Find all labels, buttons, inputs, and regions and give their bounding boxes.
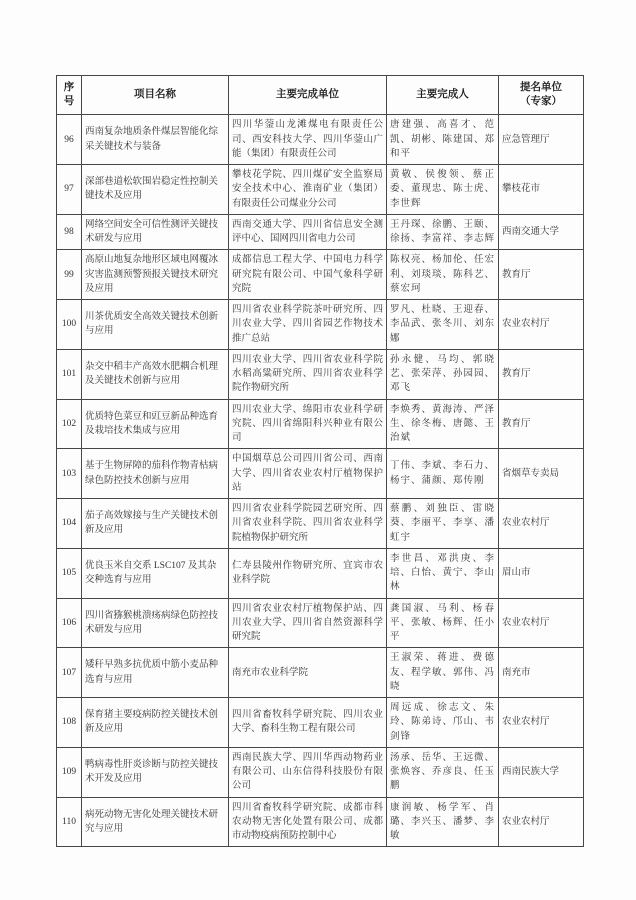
- project-name-cell: 优质特色菜豆和豇豆新品种选育及栽培技术集成与应用: [82, 399, 229, 449]
- col-header-nominator-line1: 提名单位: [520, 82, 562, 93]
- nominating-unit-cell: 教育厅: [499, 349, 584, 399]
- project-name-cell: 病死动物无害化处理关键技术研究与应用: [82, 797, 229, 847]
- completing-units-cell: 四川省农业农村厅植物保护站、四川农业大学、四川省自然资源科学研究院: [229, 598, 387, 648]
- completing-people-cell: 黄敬、侯俊领、蔡正委、董现忠、陈士虎、李世辉: [387, 165, 499, 215]
- row-index-cell: 96: [57, 115, 82, 165]
- table-row: [57, 499, 584, 549]
- row-index-cell: 105: [57, 548, 82, 598]
- completing-units-cell: 四川省农业科学院茶叶研究所、四川农业大学、四川省园艺作物技术推广总站: [229, 300, 387, 350]
- project-name-cell: 西南复杂地质条件煤层智能化综采关键技术与装备: [82, 115, 229, 165]
- nominating-unit-cell: 眉山市: [499, 548, 584, 598]
- completing-units-cell: 四川农业大学、四川省农业科学院水稻高粱研究所、四川省农业科学院作物研究所: [229, 349, 387, 399]
- project-name-cell: 矮秆早熟多抗优质中筋小麦品种选育与应用: [82, 648, 229, 698]
- table-row: [57, 548, 584, 598]
- nominating-unit-cell: 教育厅: [499, 250, 584, 300]
- nominating-unit-cell: 农业农村厅: [499, 300, 584, 350]
- nominating-unit-cell: 南充市: [499, 648, 584, 698]
- completing-units-cell: 四川省农业科学院园艺研究所、四川省农业科学院、四川省农业科学院植物保护研究所: [229, 499, 387, 549]
- row-index-cell: 106: [57, 598, 82, 648]
- header-row: [57, 76, 584, 115]
- project-name-cell: 优良玉米自交系 LSC107 及其杂交种选育与应用: [82, 548, 229, 598]
- completing-people-cell: 罗凡、杜晓、王迎春、李品武、张冬川、刘东娜: [387, 300, 499, 350]
- completing-units-cell: 四川省畜牧科学研究院、成都市科农动物无害化处置有限公司、成都市动物疫病预防控制中心: [229, 797, 387, 847]
- col-header-project: 项目名称: [82, 76, 229, 115]
- completing-people-cell: 唐建强、高喜才、范凯、胡彬、陈建国、郑和平: [387, 115, 499, 165]
- completing-units-cell: 成都信息工程大学、中国电力科学研究院有限公司、中国气象科学研究院: [229, 250, 387, 300]
- row-index-cell: 100: [57, 300, 82, 350]
- col-header-nominator: [499, 76, 584, 115]
- nominating-unit-cell: 攀枝花市: [499, 165, 584, 215]
- col-header-index: 序号: [57, 76, 82, 115]
- row-index-cell: 107: [57, 648, 82, 698]
- row-index-cell: 108: [57, 698, 82, 748]
- nominating-unit-cell: 西南民族大学: [499, 747, 584, 797]
- completing-people-cell: 周远成、徐志文、朱玲、陈弟诗、邝山、韦剑锋: [387, 698, 499, 748]
- row-index-cell: 97: [57, 165, 82, 215]
- table-row: [57, 214, 584, 250]
- completing-units-cell: 四川省畜牧科学研究院、四川农业大学、畜科生物工程有限公司: [229, 698, 387, 748]
- completing-people-cell: 王淑荣、蒋进、费德友、程学敏、郭伟、冯晓: [387, 648, 499, 698]
- table-row: [57, 250, 584, 300]
- nominating-unit-cell: 农业农村厅: [499, 698, 584, 748]
- awards-table: [56, 75, 584, 847]
- completing-units-cell: 仁寿县陵州作物研究所、宜宾市农业科学院: [229, 548, 387, 598]
- completing-people-cell: 蔡鹏、刘独臣、雷晓葵、李丽平、李享、潘虹宇: [387, 499, 499, 549]
- project-name-cell: 四川省猕猴桃溃疡病绿色防控技术研发与应用: [82, 598, 229, 648]
- completing-units-cell: 南充市农业科学院: [229, 648, 387, 698]
- completing-units-cell: 中国烟草总公司四川省公司、西南大学、四川省农业农村厅植物保护站: [229, 449, 387, 499]
- project-name-cell: 茄子高效嫁接与生产关键技术创新及应用: [82, 499, 229, 549]
- completing-people-cell: 李焕秀、黄海涛、严泽生、徐冬梅、唐懿、王治斌: [387, 399, 499, 449]
- nominating-unit-cell: 应急管理厅: [499, 115, 584, 165]
- completing-units-cell: 四川华蓥山龙滩煤电有限责任公司、西安科技大学、四川华蓥山广能（集团）有限责任公司: [229, 115, 387, 165]
- completing-people-cell: 龚国淑、马利、杨春平、张敏、杨辉、任小平: [387, 598, 499, 648]
- row-index-cell: 110: [57, 797, 82, 847]
- table-row: [57, 648, 584, 698]
- project-name-cell: 杂交中稻丰产高效水肥耦合机理及关键技术创新与应用: [82, 349, 229, 399]
- row-index-cell: 104: [57, 499, 82, 549]
- table-row: [57, 449, 584, 499]
- col-header-units: 主要完成单位: [229, 76, 387, 115]
- nominating-unit-cell: 农业农村厅: [499, 797, 584, 847]
- table-row: [57, 349, 584, 399]
- project-name-cell: 基于生物屏障的茄科作物青枯病绿色防控技术创新与应用: [82, 449, 229, 499]
- row-index-cell: 101: [57, 349, 82, 399]
- row-index-cell: 98: [57, 214, 82, 250]
- completing-people-cell: 王丹琛、徐鹏、王颐、徐扬、李富祥、李志辉: [387, 214, 499, 250]
- completing-people-cell: 丁伟、李斌、李石力、杨宇、蒲颜、郑传刚: [387, 449, 499, 499]
- completing-units-cell: 西南民族大学、四川华西动物药业有限公司、山东信得科技股份有限公司: [229, 747, 387, 797]
- row-index-cell: 102: [57, 399, 82, 449]
- project-name-cell: 网络空间安全可信性测评关键技术研发与应用: [82, 214, 229, 250]
- table-row: [57, 698, 584, 748]
- project-name-cell: 川茶优质安全高效关键技术创新与应用: [82, 300, 229, 350]
- table-row: [57, 115, 584, 165]
- row-index-cell: 109: [57, 747, 82, 797]
- project-name-cell: 高原山地复杂地形区域电网覆冰灾害监测预警预报关键技术研究及应用: [82, 250, 229, 300]
- completing-people-cell: 康润敏、杨学军、肖璐、李兴玉、潘梦、李敏: [387, 797, 499, 847]
- table-row: [57, 747, 584, 797]
- table-row: [57, 797, 584, 847]
- table-row: [57, 300, 584, 350]
- table-row: [57, 399, 584, 449]
- project-name-cell: 保育猪主要疫病防控关键技术创新及应用: [82, 698, 229, 748]
- project-name-cell: 深部巷道松软围岩稳定性控制关键技术及应用: [82, 165, 229, 215]
- nominating-unit-cell: 省烟草专卖局: [499, 449, 584, 499]
- nominating-unit-cell: 西南交通大学: [499, 214, 584, 250]
- col-header-nominator-line2: （专家）: [520, 96, 562, 108]
- nominating-unit-cell: 教育厅: [499, 399, 584, 449]
- completing-people-cell: 李世昌、邓洪庚、李培、白怡、黄宁、李山林: [387, 548, 499, 598]
- table-row: [57, 165, 584, 215]
- nominating-unit-cell: 农业农村厅: [499, 499, 584, 549]
- completing-people-cell: 陈权亮、杨加伦、任宏利、刘琰琰、陈科艺、蔡宏珂: [387, 250, 499, 300]
- nominating-unit-cell: 农业农村厅: [499, 598, 584, 648]
- completing-units-cell: 四川农业大学、绵阳市农业科学研究院、四川省绵阳科兴种业有限公司: [229, 399, 387, 449]
- project-name-cell: 鸭病毒性肝炎诊断与防控关键技术开发及应用: [82, 747, 229, 797]
- table-row: [57, 598, 584, 648]
- row-index-cell: 103: [57, 449, 82, 499]
- completing-units-cell: 攀枝花学院、四川煤矿安全监察局安全技术中心、淮南矿业（集团）有限责任公司煤业分公司: [229, 165, 387, 215]
- table-body: [57, 115, 584, 847]
- row-index-cell: 99: [57, 250, 82, 300]
- completing-people-cell: 孙永健、马均、郭晓艺、张荣萍、孙园园、邓飞: [387, 349, 499, 399]
- col-header-people: 主要完成人: [387, 76, 499, 115]
- completing-units-cell: 西南交通大学、四川省信息安全测评中心、国网四川省电力公司: [229, 214, 387, 250]
- completing-people-cell: 汤承、岳华、王远微、张焕容、乔彦良、任玉鹏: [387, 747, 499, 797]
